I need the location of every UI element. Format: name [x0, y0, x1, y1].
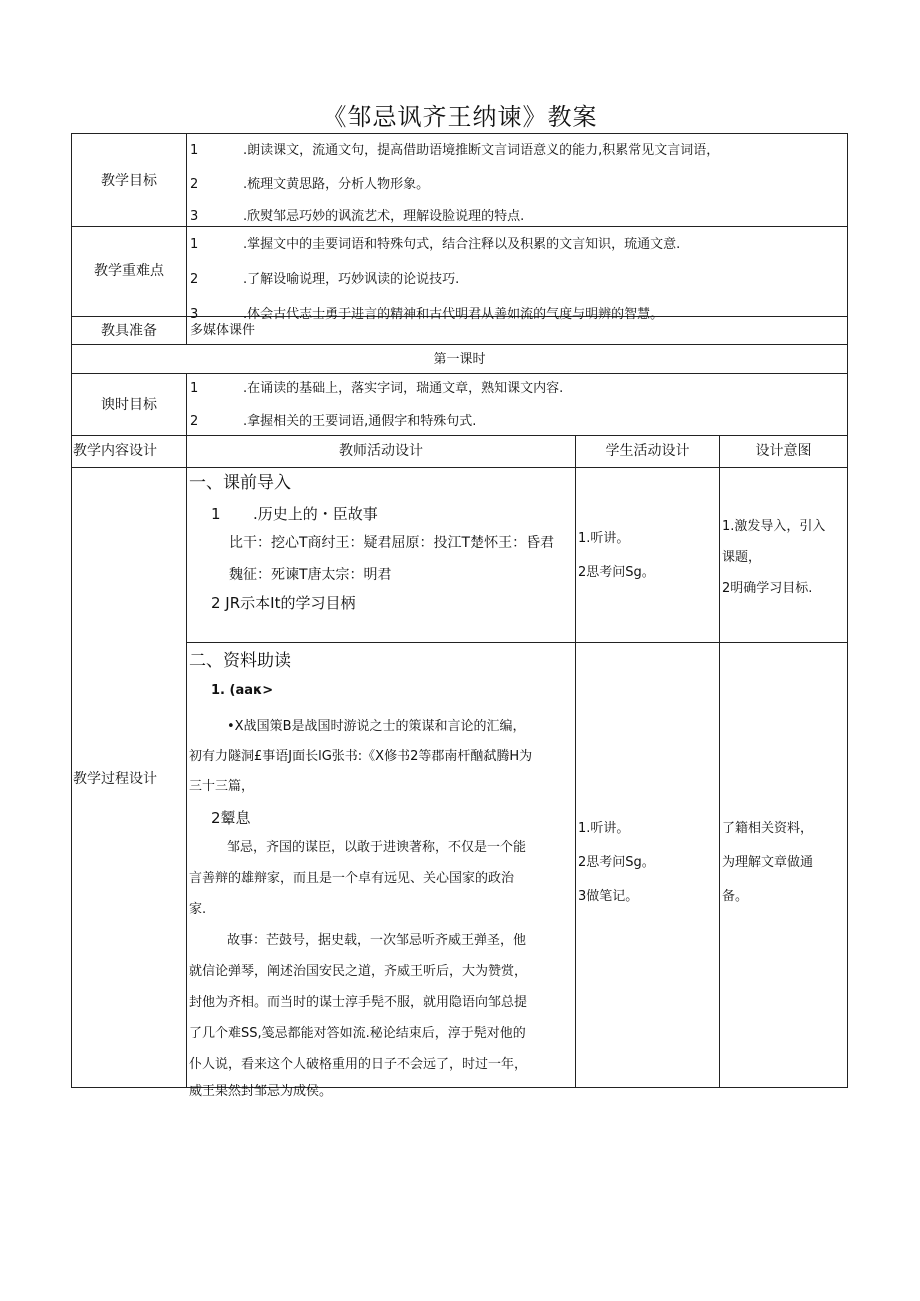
period-goal-1-text: .在诵读的基础上，落实字词，瑞通文章，熟知课文内容.: [243, 381, 564, 396]
section2-para1-line2: 初有力隧洞£事语J面长lG张书:《X修书2等郡南杆酗弑腾H为: [189, 749, 533, 764]
section2-para3-line4: 了几个难SS,笺忌都能对答如流.秘论结束后，淳于髡对他的: [189, 1026, 526, 1041]
section2-para2-line2: 言善辩的雄辩家，而且是一个卓有远见、关心国家的政治: [189, 871, 515, 886]
section2-sub1: 1. (aaκ>: [211, 683, 274, 698]
section1-intent-3: 2明确学习目标.: [722, 581, 813, 596]
section1-sub2: 2 JR示本It的学习目柄: [211, 594, 356, 612]
section2-para3-line3: 封他为齐相。而当时的谋士淳手髡不服，就用隐语向邹总提: [189, 995, 528, 1010]
section2-student-1: 1.听讲。: [578, 821, 630, 836]
header-content: 教学内容设计: [73, 443, 157, 459]
tools-label: 教具准备: [101, 323, 157, 339]
page-title: 《邹忌讽齐王纳谏》教案: [322, 103, 598, 131]
period-goal-2-text: .拿握相关的王要词语,通假字和特殊句式.: [243, 414, 477, 429]
header-intent: 设计意图: [755, 443, 812, 459]
section2-intent-1: 了籍相关资料，: [722, 821, 814, 836]
key-point-1-num: 1: [190, 237, 199, 252]
section2-para3-line1: 故事：芒鼓号，据史载，一次邹忌听齐威王弹圣，他: [227, 933, 527, 948]
section2-intent-3: 备。: [722, 889, 749, 904]
section1-line1: 比干：挖心T商纣王：疑君屈原：投江T楚怀王：昏君: [229, 535, 555, 551]
section1-student-2: 2思考问Sg。: [578, 565, 655, 580]
section2-student-3: 3做笔记。: [578, 889, 639, 904]
section2-student-2: 2思考问Sg。: [578, 855, 655, 870]
key-point-3-num: 3: [190, 307, 199, 322]
period-goal-1-num: 1: [190, 381, 199, 396]
goal-1-num: 1: [190, 143, 199, 158]
lesson-label: 第一课时: [433, 352, 486, 367]
section2-para3-line5: 仆人说，看来这个人破格重用的日子不会远了，时过一年，: [189, 1057, 528, 1072]
section2-para2-line3: 家.: [189, 902, 207, 917]
key-point-1-text: .掌握文中的圭要词语和特殊句式，结合注释以及积累的文言知识，琉通文意.: [243, 237, 681, 252]
goal-1-text: .朗读课文，流通文句，提高借助语境推断文言词语意义的能力,积累常见文言词语，: [243, 143, 720, 158]
key-point-2-num: 2: [190, 272, 199, 287]
period-goals-label: 谀时目标: [101, 397, 157, 413]
section1-student-1: 1.听讲。: [578, 531, 630, 546]
section2-para1-line3: 三十三篇，: [189, 779, 255, 794]
key-points-cell: [187, 227, 847, 322]
goals-label: 教学目标: [101, 173, 157, 189]
header-student: 学生活动设计: [605, 443, 690, 459]
section2-para2-line1: 邹忌，齐国的谋臣，以敢于进谀著称，不仅是一个能: [227, 840, 527, 855]
section2-para1-line1: •X战国策B是战国时游说之士的策谋和言论的汇编，: [227, 719, 526, 734]
section2-sub2: 2颦息: [211, 809, 251, 827]
section1-intent-1: 1.激发导入，引入: [722, 519, 826, 534]
header-teacher: 教师活动设计: [339, 443, 423, 459]
section1-heading: 一、课前导入: [189, 473, 291, 493]
goal-2-num: 2: [190, 177, 199, 192]
section2-para3-line2: 就信论弹琴，阐述治国安民之道，齐威王听后，大为赞赏，: [189, 964, 528, 979]
section1-sub1-num: 1: [211, 505, 221, 523]
key-points-label: 教学重难点: [94, 263, 164, 279]
goal-3-num: 3: [190, 209, 199, 224]
key-point-3-text: .体会古代志士勇于进言的精神和古代明君从善如流的气度与明辨的智慧。: [243, 307, 664, 322]
process-label: 教学过程设计: [73, 771, 157, 787]
period-goal-2-num: 2: [190, 414, 199, 429]
goal-2-text: .梳理文黄思路，分析人物形象。: [243, 177, 430, 192]
goal-3-text: .欣熨邹忌巧妙的讽流艺术，理解设脸说理的特点.: [243, 209, 525, 224]
section2-para3-line6: 威王果然封邹忌为成侯。: [189, 1084, 333, 1099]
section2-intent-2: 为理解文章做通: [722, 855, 814, 870]
section1-intent-2: 课题，: [722, 550, 762, 565]
section1-line2: 魏征：死谏T唐太宗：明君: [229, 567, 392, 583]
section1-sub1: .历史上的・臣故事: [253, 505, 378, 523]
key-point-2-text: .了解设喻说理，巧妙讽读的论说技巧.: [243, 272, 460, 287]
tools-value: 多媒体课件: [190, 323, 256, 338]
section2-heading: 二、资料助读: [189, 651, 291, 671]
section2-teacher-cell: [187, 643, 575, 1099]
